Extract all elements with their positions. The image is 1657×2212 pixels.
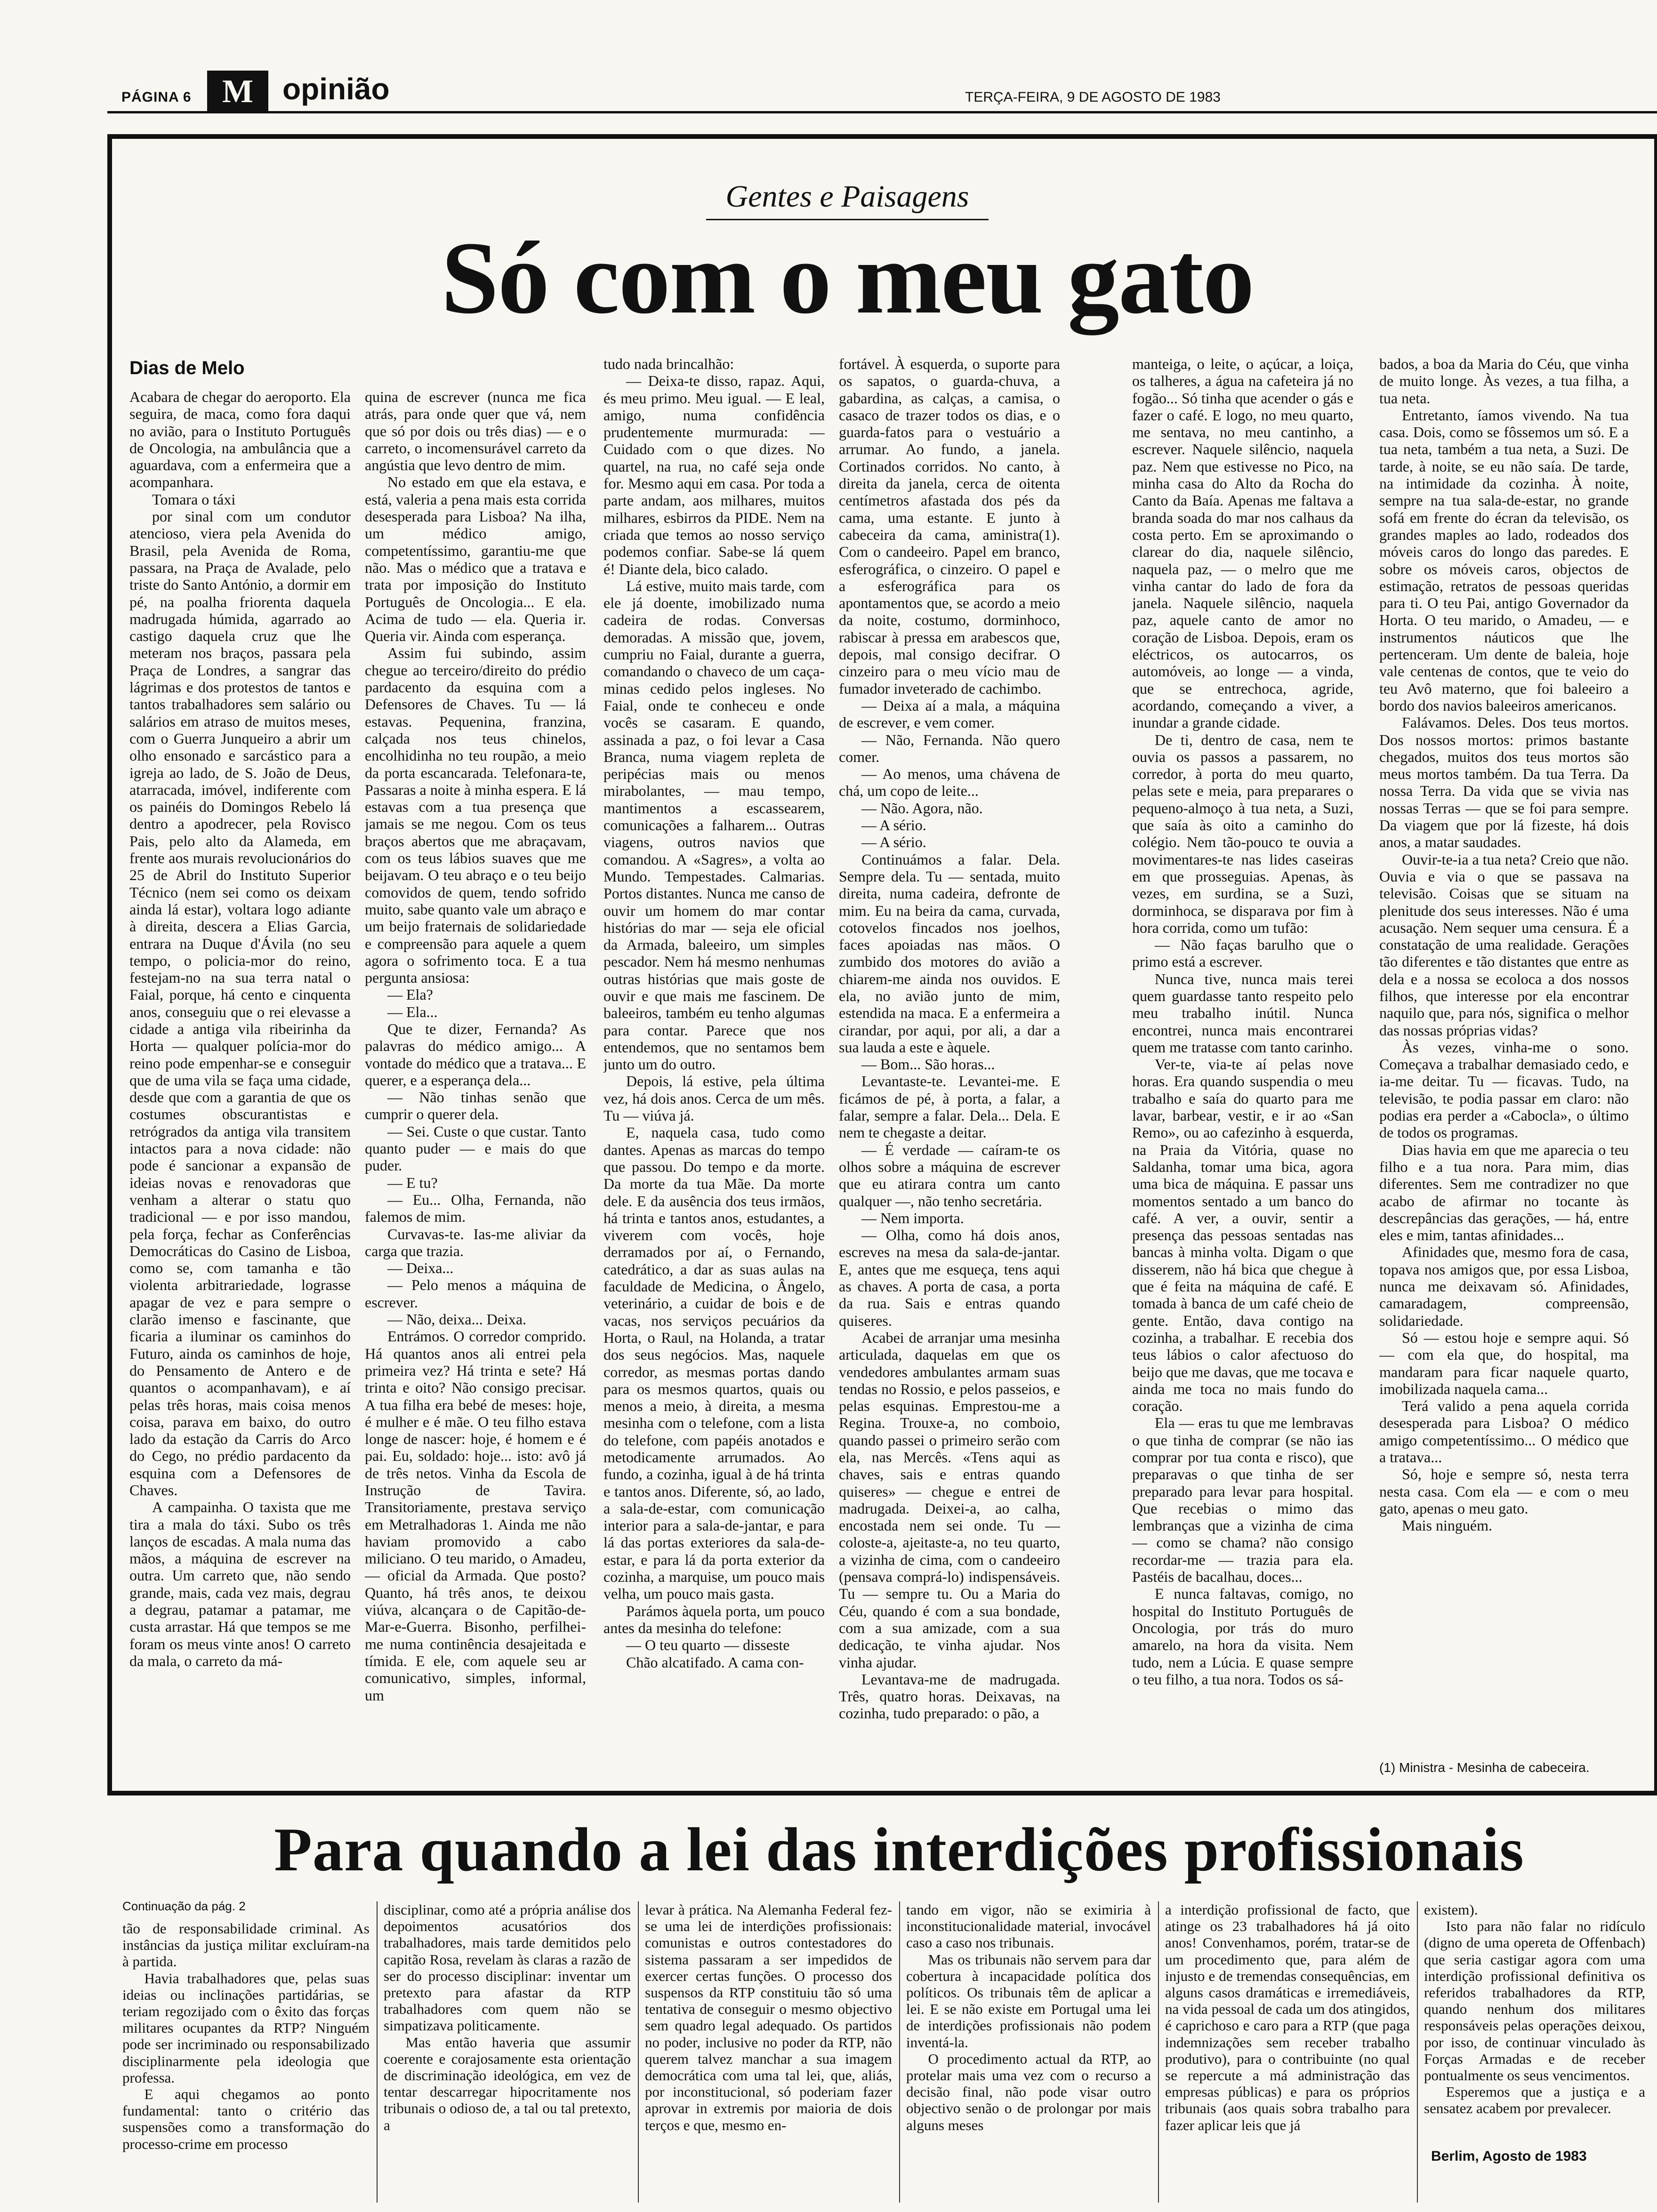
paragraph: Só, hoje e sempre só, nesta terra nesta casa. Com ela — e com o meu gato, apenas o meu gato. <box>1379 1466 1629 1517</box>
newspaper-logo: M <box>207 71 268 113</box>
paragraph: — Não, Fernanda. Não quero comer. <box>839 731 1060 765</box>
paragraph: a interdição profissional de facto, que atinge os 23 trabalhadores há já oito anos! Convenhamos, porém, tratar-se de um procedimento que, para além de injusto e de tremendas consequências, em alguns casos dramáticas e irremediáveis, na vida pessoal de cada um dos atingidos, é caprichoso e caro para a RTP (que paga indemnizações sem receber trabalho produtivo), para o contribuinte (no qual se repercute a má administração das empresas públicas) e para os próprios tribunais (aos quais sobra trabalho para fazer aplicar leis que já <box>1165 1901 1410 2133</box>
paragraph: Que te dizer, Fernanda? As palavras do médico amigo... A vontade do médico que a tratava... E querer, e a esperança dela... <box>365 1020 586 1089</box>
article-byline: Dias de Melo <box>129 358 245 378</box>
paragraph: — Ela? <box>387 986 433 1003</box>
paragraph: — E tu? <box>387 1174 438 1191</box>
paragraph: — Eu... Olha, Fernanda, não falemos de mim. <box>365 1191 586 1226</box>
column-divider <box>377 1901 378 2203</box>
paragraph: Acabei de arranjar uma mesinha articulada, daquelas em que os vendedores ambulantes armam suas tendas no Rossio, e pelos passeios, e pelas esquinas. Emprestou-me a Regina. Trouxe-a, no comboio, quando passei o primeiro serão com ela, nas Mercês. «Tens aqui as chaves, sais e entras quando quiseres» — chegue e entrei de madrugada. Deixei-a, ao calha, encostada nem sei onde. Tu — coloste-a, ajeitaste-a, no teu quarto, a vizinha de cima, com o candeeiro (pensava comprá-lo) indispensáveis. Tu — sempre tu. Ou a Maria do Céu, quando é com a sua bondade, com a sua amizade, com a sua dedicação, te vinha ajudar. Nos vinha ajudar. <box>839 1329 1060 1671</box>
paragraph: tão de responsabilidade criminal. As instâncias da justiça militar excluíram-na à partida. <box>122 1920 370 1970</box>
paragraph: Depois, lá estive, pela última vez, há dois anos. Cerca de um mês. Tu — viúva já. <box>603 1073 825 1124</box>
article-column-4 <box>839 355 1060 1788</box>
paragraph: Havia trabalhadores que, pelas suas ideias ou inclinações partidárias, se teriam regozijado com o êxito das forças militares ocupantes da RTP? Ninguém pode ser incriminado ou responsabilizado disciplinarmente pela ideologia que professa. <box>122 1970 370 2086</box>
paragraph: bados, a boa da Maria do Céu, que vinha de muito longe. Às vezes, a tua filha, a tua neta. <box>1379 355 1629 407</box>
paragraph: O procedimento actual da RTP, ao protelar mais uma vez com o recurso a decisão final, não pode visar outro objectivo senão o de prolongar por mais alguns meses <box>906 2050 1151 2133</box>
paragraph: Parámos àquela porta, um pouco antes da mesinha do telefone: <box>603 1602 825 1636</box>
paragraph: levar à prática. Na Alemanha Federal fez-se uma lei de interdições profissionais: comunistas e outros contestadores do sistema passaram a ser impedidos de exercer certas funções. O processo dos suspensos da RTP constituiu tão só uma tentativa de conseguir o mesmo objectivo sem quadro legal adequado. Os partidos no poder, inclusive no poder da RTP, não querem talvez manchar a sua imagem democrática com uma tal lei, que, aliás, por inconstitucional, só poderiam fazer aprovar in extremis por maioria de dois terços e que, mesmo en- <box>645 1901 892 2133</box>
paragraph: — Ela... <box>387 1003 438 1020</box>
paragraph: De ti, dentro de casa, nem te ouvia os passos a passarem, no corredor, à porta do meu quarto, pelas sete e meia, para preparares o pequeno-almoço à tua neta, a Suzi, que saía às oito a caminho do colégio. Nem tão-pouco te ouvia a movimentares-te nas lides caseiras em que prosseguias. Apenas, às vezes, em surdina, se a Suzi, dorminhoca, se disparava por fim à hora corrida, como um tufão: <box>1132 731 1353 936</box>
column-divider <box>899 1901 900 2203</box>
article2-column-2 <box>384 1901 631 2203</box>
paragraph: — Sei. Custe o que custar. Tanto quanto puder — e mais do que puder. <box>365 1122 586 1174</box>
paragraph: Esperemos que a justiça e a sensatez acabem por prevalecer. <box>1424 2084 1645 2117</box>
column-divider <box>1417 1901 1418 2203</box>
paragraph: Tomara o táxi <box>152 490 236 508</box>
article2-headline: Para quando a lei das interdições profissionais <box>274 1815 1524 1884</box>
paragraph: tudo nada brincalhão: <box>603 355 734 372</box>
paragraph: tando em vigor, não se eximiria à inconstitucionalidade material, invocável caso a caso nos tribunais. <box>906 1901 1151 1951</box>
article2-signoff: Berlim, Agosto de 1983 <box>1431 2148 1587 2164</box>
article2-column-5 <box>1165 1901 1410 2203</box>
paragraph: Mais ninguém. <box>1402 1517 1492 1534</box>
section-title: opinião <box>282 72 390 106</box>
article-column-6 <box>1379 355 1629 1753</box>
paragraph: manteiga, o leite, o açúcar, a loiça, os talheres, a água na cafeteira já no fogão... Só tinha que acender o gás e fazer o café. E logo, no meu quarto, me sentava, no meu cantinho, a escrever. Naquele silêncio, naquela paz. Nem que estivesse no Pico, na minha casa do Alto da Rocha do Canto da Baía. Apenas me faltava a branda soada do mar nos calhaus da costa perto. Em se aproximando o clarear do dia, naquele silêncio, naquela paz, — o melro que me vinha cantar do lado de fora da janela. Naquele silêncio, naquela paz, aquele canto de amor no coração de Lisboa. Depois, eram os eléctricos, os autocarros, os automóveis, ao longe — a vinda, que se entrechoca, agride, acordando, começando a viver, a inundar a grande cidade. <box>1132 355 1353 731</box>
paragraph: E aqui chegamos ao ponto fundamental: tanto o critério das suspensões como a transformação do processo-crime em processo <box>122 2086 370 2152</box>
paragraph: Entrámos. O corredor comprido. Há quantos anos ali entrei pela primeira vez? Há trinta e sete? Há trinta e oito? Não consigo precisar. A tua filha era bebé de meses: hoje, é mulher e é mãe. O teu filho estava longe de nascer: hoje, é homem e é pai. Eu, soldado: hoje... isto: avô já de três netos. Vinha da Escola de Instrução de Tavira. Transitoriamente, prestava serviço em Metralhadoras 1. Ainda me não haviam promovido a cabo miliciano. O teu marido, o Amadeu, — oficial da Armada. Que posto? Quanto, há três anos, te deixou viúva, alcançara o de Capitão-de-Mar-e-Guerra. Bisonho, perfilhei-me numa continência desajeitada e tímida. E ele, com aquele seu ar comunicativo, simples, informal, um <box>365 1328 586 1704</box>
paragraph: E, naquela casa, tudo como dantes. Apenas as marcas do tempo que passou. Do tempo e da morte. Da morte da tua Mãe. Da morte dele. E da ausência dos teus irmãos, há trinta e tantos anos, estudantes, a viverem com vocês, hoje derramados por aí, o Fernando, catedrático, a dar as suas aulas na faculdade de Medicina, o Ângelo, veterinário, a cuidar de bois e de vacas, nos serviços pecuários da Horta, o Raul, na Holanda, a tratar dos seus negócios. Mas, naquele corredor, as mesmas portas dando para os mesmos quartos, quais ou menos a meio, à direita, a mesma mesinha com o telefone, com a lista do telefone, com papéis anotados e metodicamente arrumados. Ao fundo, a cozinha, igual à de há trinta e tantos anos. Diferente, só, ao lado, a sala-de-estar, com comunicação interior para a sala-de-jantar, e para lá das portas exteriores da sala-de-estar, e para lá da porta exterior da cozinha, a marquise, um pouco mais velha, um pouco mais gasta. <box>603 1124 825 1603</box>
paragraph: — Não. Agora, não. <box>861 799 983 817</box>
paragraph: Ver-te, via-te aí pelas nove horas. Era quando suspendia o meu trabalho e saía do quarto para me lavar, barbear, vestir, e ir ao «San Remo», ou ao cafezinho à esquerda, na Praia da Vitória, quase no Saldanha, tomar uma bica, agora uma bica de máquina. E passar uns momentos sentado a um banco do café. A ver, a ouvir, sentir a presença das pessoas sentadas nas bancas à minha volta. Digam o que disserem, não há bica que chegue à que é feita na máquina de café. E tomada à banca de um café cheio de gente. Então, dava contigo na cozinha, a trabalhar. E recebia dos teus lábios o calor afectuoso do beijo que me davas, que me tocava e ainda me toca no mais fundo do coração. <box>1132 1056 1353 1415</box>
article-headline: Só com o meu gato <box>441 220 1254 335</box>
paragraph: Mas então haveria que assumir coerente e corajosamente esta orientação de discriminação ideológica, em vez de tentar descarregar hipocritamente nos tribunais o odioso de, a tal ou tal pretexto, a <box>384 2034 631 2133</box>
header-rule <box>107 111 1657 113</box>
paragraph: Acabara de chegar do aeroporto. Ela seguira, de maca, como fora daqui no avião, para o Instituto Português de Oncologia, na ambulância que a aguardava, com a enfermeira que a acompanhara. <box>129 388 351 491</box>
paragraph: — O teu quarto — disseste <box>626 1636 790 1654</box>
article-column-3 <box>603 355 825 1788</box>
paragraph: Levantaste-te. Levantei-me. E ficámos de pé, à porta, a falar, a falar, sempre a falar. Dela... Dela. E nem te chegaste a deitar. <box>839 1073 1060 1141</box>
paragraph: — Nem importa. <box>861 1209 964 1226</box>
paragraph: E nunca faltavas, comigo, no hospital do Instituto Português de Oncologia, por trás do muro amarelo, na hora da visita. Nem tudo, nem a Lúcia. E quase sempre o teu filho, a tua nora. Todos os sá- <box>1132 1585 1353 1688</box>
paragraph: A campainha. O taxista que me tira a mala do táxi. Subo os três lanços de escadas. A mala numa das mãos, a máquina de escrever na outra. Um carreto que, não sendo grande, mais, cada vez mais, degrau a degrau, patamar a patamar, me custa arrastar. Há que tempos se me foram os meus vinte anos! O carreto da mala, o carreto da má- <box>129 1499 351 1669</box>
article-column-5 <box>1132 355 1353 1788</box>
paragraph: — Não faças barulho que o primo está a escrever. <box>1132 936 1353 970</box>
paragraph: — A sério. <box>861 834 926 851</box>
article-column-1 <box>129 388 351 1788</box>
paragraph: No estado em que ela estava, e está, valeria a pena mais esta corrida desesperada para Lisboa? Na ilha, um médico amigo, competentíssimo, garantiu-me que não. Mas o médico que a tratava e trata por imposição do Instituto Português de Oncologia... E ela. Acima de tudo — ela. Queria ir. Queria vir. Ainda com esperança. <box>365 473 586 645</box>
paragraph: quina de escrever (nunca me fica atrás, para onde quer que vá, nem que só por dois ou três dias) — e o carreto, o incomensurável carreto da angústia que levo dentro de mim. <box>365 388 586 474</box>
paragraph: disciplinar, como até a própria análise dos depoimentos acusatórios dos trabalhadores, mais tarde demitidos pelo capitão Rosa, revelam às claras a razão de ser do processo disciplinar: inventar um pretexto para afastar da RTP trabalhadores com quem não se simpatizava politicamente. <box>384 1901 631 2034</box>
paragraph: — Deixa-te disso, rapaz. Aqui, és meu primo. Meu igual. — E leal, amigo, numa confidência prudentemente murmurada: — Cuidado com o que dizes. No quartel, na rua, no café seja onde for. Mesmo aqui em casa. Por toda a parte andam, aos milhares, muitos milhares, esbirros da PIDE. Nem na criada que temos ao nosso serviço podemos confiar. Sabe-se lá quem é! Diante dela, bico calado. <box>603 372 825 577</box>
paragraph: Chão alcatifado. A cama con- <box>626 1653 804 1671</box>
paragraph: Ela — eras tu que me lembravas o que tinha de comprar (se não ias comprar por tua conta e risco), que preparavas o que tinha de ser preparado para levar para hospital. Que recebias o mimo das lembranças que a vizinha de cima — como se chama? não consigo recordar-me — trazia para ela. Pastéis de bacalhau, doces... <box>1132 1414 1353 1586</box>
article-column-2 <box>365 388 586 1788</box>
paragraph: Continuámos a falar. Dela. Sempre dela. Tu — sentada, muito direita, numa cadeira, defronte de mim. Eu na beira da cama, curvada, cotovelos fincados nos joelhos, faces apoiadas nas mãos. O zumbido dos motores do avião a chiarem-me ainda nos ouvidos. E ela, no avião junto de mim, estendida na maca. E a enfermeira a cirandar, por aqui, por ali, a dar a sua lauda a este e àquele. <box>839 850 1060 1056</box>
paragraph: — Ao menos, uma chávena de chá, um copo de leite... <box>839 765 1060 800</box>
article-footnote: (1) Ministra - Mesinha de cabeceira. <box>1379 1760 1590 1775</box>
paragraph: por sinal com um condutor atencioso, viera pela Avenida do Brasil, pela Avenida de Roma, passara, na Praça de Avalade, pelo triste do Santo António, a dormir em pé, na poalha friorenta daquela madrugada húmida, agarrado ao castigo daquela cruz que lhe meteram nos braços, passara pela Praça de Londres, a sangrar das lágrimas e dos protestos de tantos e tantos trabalhadores sem salário ou salários em atraso de muitos meses, com o Guerra Junqueiro a abrir um olho ensonado e sarcástico para a igreja ao lado, de S. João de Deus, atarracada, imóvel, indiferente com os painéis do Domingos Rebelo lá dentro a apodrecer, pela Rovisco Pais, pelo alto da Alameda, em frente aos murais revolucionários do 25 de Abril do Instituto Superior Técnico (nem sei como os deixam ainda lá estar), voltara logo adiante à direita, descera a Elias Garcia, entrara na Duque d'Ávila (no seu tempo, o policia-mor do reino, festejam-no na sua terra natal o Faial, porque, há cento e cinquenta anos, conseguiu que o rei elevasse a cidade a antiga vila ribeirinha da Horta — qualquer polícia-mor do reino pode empenhar-se e conseguir que de uma vila se faça uma cidade, desde que com a garantia de que os costumes obscurantistas e retrógrados da antiga vila transitem intactos para a nova cidade: não pode é sancionar a expansão de ideias novas e renovadoras que venham a alterar o statu quo tradicional — e por isso mandou, pela força, fechar as Conferências Democráticas do Casino de Lisboa, como se, com tamanha e tão violenta arbitrariedade, lograsse apagar de vez e para sempre o clarão imenso e fascinante, que ficaria a iluminar os caminhos do Futuro, ainda os caminhos de hoje, do Pensamento de Antero e de quantos o acompanhavam), e aí pelas três horas, mais coisa menos coisa, parava em baixo, do outro lado da estação da Carris do Arco do Cego, no prédio pardacento da esquina com a Defensores de Chaves. <box>129 508 351 1499</box>
column-divider <box>1158 1901 1159 2203</box>
paragraph: — É verdade — caíram-te os olhos sobre a máquina de escrever que eu atirara contra um canto qualquer —, não tenho secretária. <box>839 1141 1060 1210</box>
paragraph: Assim fui subindo, assim chegue ao terceiro/direito do prédio pardacento da esquina com a Defensores de Chaves. Tu — lá estavas. Pequenina, franzina, calçada nos teus chinelos, encolhidinha no teu roupão, a meio da porta escancarada. Telefonara-te, Passaras a noite à minha espera. E lá estavas com a tua presença que jamais se me negou. Com os teus braços abertos que me abraçavam, com os teus lábios suaves que me beijavam. O teu abraço e o teu beijo comovidos de quem, tendo sofrido muito, sabe quanto vale um abraço e um beijo fraternais de solidariedade e compreensão para aquele a quem agora o sofrimento toca. E a tua pergunta ansiosa: <box>365 644 586 986</box>
paragraph: Dias havia em que me aparecia o teu filho e a tua nora. Para mim, dias diferentes. Sem me contradizer no que acabo de afirmar no tocante às descrepâncias das gerações, — há, entre eles e mim, tantas afinidades... <box>1379 1141 1629 1244</box>
continued-from-label: Continuação da pág. 2 <box>122 1899 246 1913</box>
paragraph: Lá estive, muito mais tarde, com ele já doente, imobilizado numa cadeira de rodas. Conversas demoradas. A missão que, jovem, cumpriu no Faial, durante a guerra, comandando o chaveco de um caça-minas cedido pelos ingleses. No Faial, onde te conheceu e onde vocês se casaram. E quando, assinada a paz, o foi levar a Casa Branca, numa viagem repleta de peripécias mais ou menos mirabolantes, — mau tempo, mantimentos a escassearem, comunicações a falharem... Outras viagens, outros navios que comandou. A «Sagres», a volta ao Mundo. Tempestades. Calmarias. Portos distantes. Nunca me canso de ouvir um homem do mar contar histórias do mar — seja ele oficial da Armada, baleeiro, um simples pescador. Nem há mesmo nenhumas outras histórias que mais goste de ouvir e que mais me fascinem. De baleeiros, também eu tenho algumas para contar. Parece que nos entendemos, que no sentamos bem junto um do outro. <box>603 577 825 1073</box>
paragraph: Terá valido a pena aquela corrida desesperada para Lisboa? O médico amigo competentíssimo... O médico que a tratava... <box>1379 1397 1629 1466</box>
dateline: TERÇA-FEIRA, 9 DE AGOSTO DE 1983 <box>965 89 1221 105</box>
column-divider <box>638 1901 639 2203</box>
article-kicker: Gentes e Paisagens <box>725 179 969 214</box>
paragraph: Curvavas-te. Ias-me aliviar da carga que trazia. <box>365 1225 586 1259</box>
article2-column-4 <box>906 1901 1151 2203</box>
paragraph: Falávamos. Deles. Dos teus mortos. Dos nossos mortos: primos bastante chegados, muitos dos teus mortos são meus mortos também. Da tua Terra. Da nossa Terra. Da vida que se vivia nas nossas Terras — que se foi para sempre. Da viagem que por lá fizeste, há dois anos, a matar saudades. <box>1379 714 1629 851</box>
paragraph: Nunca tive, nunca mais terei quem guardasse tanto respeito pelo meu trabalho inútil. Nunca encontrei, nunca mais encontrarei quem me tratasse com tanto carinho. <box>1132 970 1353 1056</box>
paragraph: — Pelo menos a máquina de escrever. <box>365 1276 586 1311</box>
paragraph: Isto para não falar no ridículo (digno de uma opereta de Offenbach) que seria castigar agora com uma interdição profissional definitiva os referidos trabalhadores da RTP, quando nenhum dos militares responsáveis pelas operações deixou, por isso, de continuar vinculado às Forças Armadas e de receber pontualmente os seus vencimentos. <box>1424 1918 1645 2084</box>
paragraph: Levantava-me de madrugada. Três, quatro horas. Deixavas, na cozinha, tudo preparado: o pão, a <box>839 1670 1060 1722</box>
paragraph: Só — estou hoje e sempre aqui. Só — com ela que, do hospital, ma mandaram para ficar naquele quarto, imobilizada naquela cama... <box>1379 1329 1629 1397</box>
paragraph: Mas os tribunais não servem para dar cobertura à incapacidade política dos políticos. Os tribunais têm de aplicar a lei. E se não existe em Portugal uma lei de interdições profissionais não podem inventá-la. <box>906 1951 1151 2051</box>
paragraph: — Não tinhas senão que cumprir o querer dela. <box>365 1089 586 1123</box>
paragraph: Ouvir-te-ia a tua neta? Creio que não. Ouvia e via o que se passava na televisão. Coisas que se situam na plenitude dos seus interesses. Não é uma acusação. Nem sequer uma censura. É a constatação de uma realidade. Gerações tão diferentes e tão distantes que entre as dela e a nossa se ecoloca a dos nossos filhos, que interesse por ela encontrar naquilo que, para nós, significa o melhor das nossas próprias vidas? <box>1379 850 1629 1039</box>
paragraph: fortável. À esquerda, o suporte para os sapatos, o guarda-chuva, a gabardina, as calças, a camisa, o casaco de trazer todos os dias, e o guarda-fatos para o vestuário a arrumar. Ao fundo, a janela. Cortinados corridos. No canto, à direita da janela, cerca de oitenta centímetros afastada dos pés da cama, uma estante. E junto à cabeceira da cama, aministra(1). Com o candeeiro. Papel em branco, esferográfica, o cinzeiro. O papel e a esferográfica para os apontamentos que, se acordo a meio da noite, costumo, dorminhoco, rabiscar à pressa em arabescos que, depois, mal consigo decifrar. O cinzeiro para o meu vício mau de fumador inveterado de cachimbo. <box>839 355 1060 697</box>
article2-column-3 <box>645 1901 892 2203</box>
article2-column-6 <box>1424 1901 1645 2141</box>
paragraph: Afinidades que, mesmo fora de casa, topava nos amigos que, por essa Lisboa, nunca me deixavam só. Afinidades, camaradagem, compreensão, solidariedade. <box>1379 1243 1629 1329</box>
paragraph: existem). <box>1424 1901 1478 1918</box>
page-number: PÁGINA 6 <box>121 89 192 105</box>
paragraph: — Deixa... <box>387 1259 454 1277</box>
paragraph: — Não, deixa... Deixa. <box>387 1311 527 1328</box>
paragraph: — Deixa aí a mala, a máquina de escrever, e vem comer. <box>839 697 1060 731</box>
article2-column-1 <box>122 1920 370 2203</box>
paragraph: — A sério. <box>861 817 926 834</box>
paragraph: — Olha, como há dois anos, escreves na mesa da sala-de-jantar. E, antes que me esqueça, tens aqui as chaves. A porta de casa, a porta da rua. Sais e entras quando quiseres. <box>839 1226 1060 1329</box>
paragraph: Entretanto, íamos vivendo. Na tua casa. Dois, como se fôssemos um só. E a tua neta, também a tua neta, a Suzi. De tarde, à noite, se eu não saía. De tarde, na intimidade da cozinha. À noite, sempre na tua sala-de-estar, no grande sofá em frente do écran da televisão, os grandes maples ao lado, rodeados dos móveis caros do longo das paredes. E sobre os móveis caros, objectos de estimação, retratos de pessoas queridas para ti. O teu Pai, antigo Governador da Horta. O teu marido, o Amadeu, — e instrumentos náuticos que lhe pertenceram. Um dente de baleia, hoje vale centenas de contos, que te veio do teu Avô materno, que foi baleeiro a bordo dos navios baleeiros americanos. <box>1379 406 1629 714</box>
paragraph: Às vezes, vinha-me o sono. Começava a trabalhar demasiado cedo, e ia-me deitar. Tu — ficavas. Tudo, na televisão, te podia passar em claro: não podias era perder a «Cabocla», o último de todos os programas. <box>1379 1038 1629 1141</box>
paragraph: — Bom... São horas... <box>861 1056 995 1073</box>
